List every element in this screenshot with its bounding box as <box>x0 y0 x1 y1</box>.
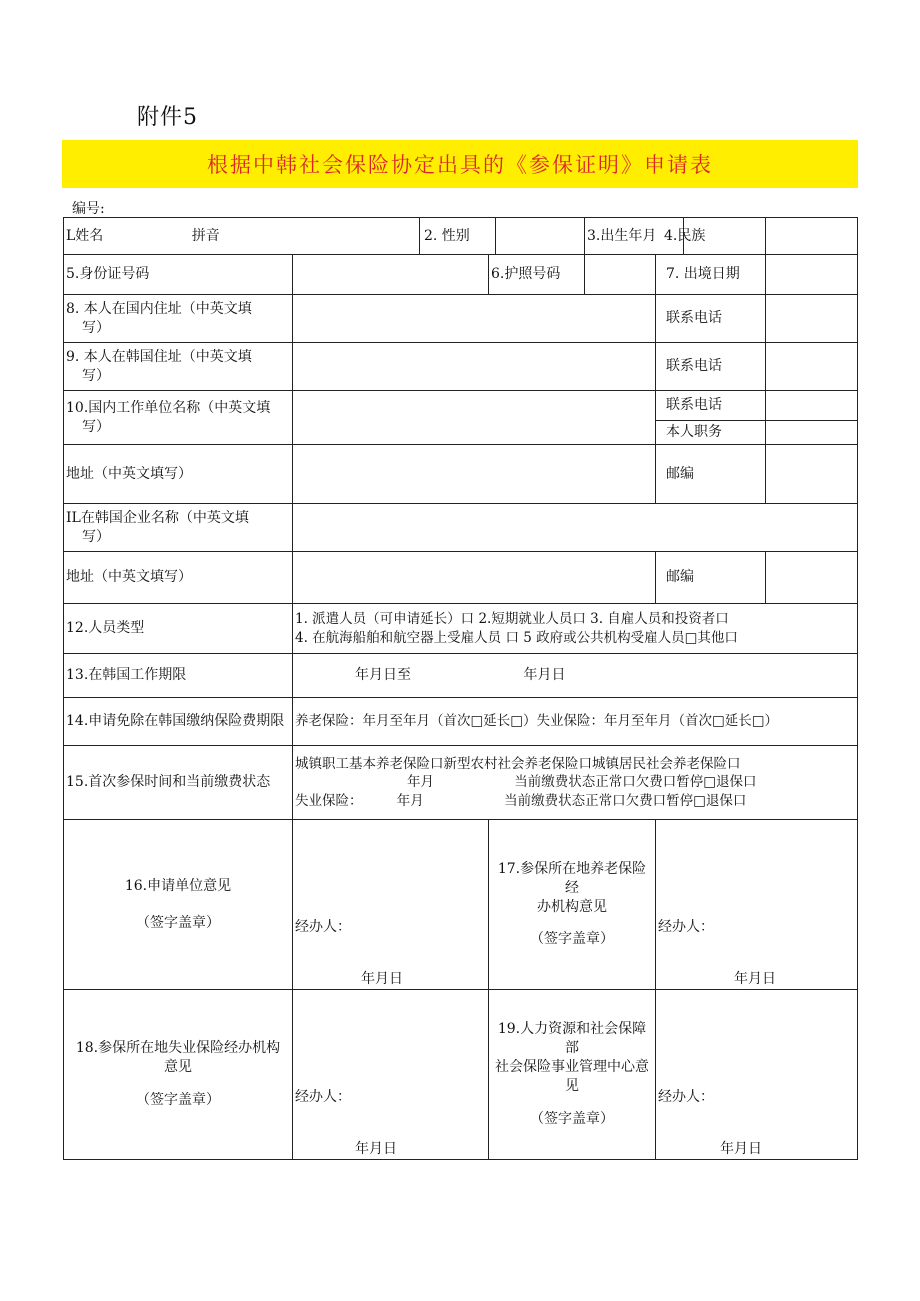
birth-label: 3.出生年月 <box>585 218 684 254</box>
work-period-input[interactable] <box>293 654 858 698</box>
mohrss-center-opinion-label <box>489 990 656 1160</box>
domestic-address-label <box>64 295 293 343</box>
pension-type-line: 城镇职工基本养老保险口新型农村社会养老保险口城镇居民社会养老保险口 <box>295 756 741 773</box>
position-input[interactable] <box>766 421 858 445</box>
title-banner <box>62 140 858 188</box>
pension-agency-signature[interactable] <box>656 820 858 990</box>
applicant-handler-label: 经办人： <box>295 919 351 935</box>
exit-date-input[interactable] <box>766 255 858 295</box>
exit-date-label: 7. 出境日期 <box>656 255 766 295</box>
employer-postcode-label: 邮编 <box>656 445 766 504</box>
row-insurance-status <box>64 746 858 820</box>
unemployment-handler-label: 经办人： <box>295 1089 351 1105</box>
row-basic-info <box>64 218 858 255</box>
unemployment-status: 当前缴费状态正常口欠费口暂停□退保口 <box>504 792 747 809</box>
korea-address-text-2: 写） <box>82 367 110 384</box>
korea-employer-address-input[interactable] <box>293 552 656 604</box>
korea-employer-label <box>64 504 293 552</box>
korea-postcode-input[interactable] <box>766 552 858 604</box>
exemption-period-label: 14.申请免除在韩国缴纳保险费期限 <box>64 698 293 746</box>
korea-phone-input[interactable] <box>766 343 858 391</box>
korea-employer-text-2: 写） <box>82 528 110 545</box>
applicant-unit-opinion-label <box>64 820 293 990</box>
pinyin-label: 拼音 <box>191 227 220 244</box>
ethnicity-input[interactable] <box>766 218 857 254</box>
passport-input[interactable] <box>585 255 656 295</box>
row-domestic-address <box>64 295 858 343</box>
gender-input[interactable] <box>496 218 584 254</box>
employer-postcode-input[interactable] <box>766 445 858 504</box>
personnel-type-options[interactable] <box>293 604 858 654</box>
pension-date: 年月日 <box>734 971 776 987</box>
ethnicity-label: 4.民族 <box>664 227 706 244</box>
unemployment-label: 失业保险： <box>295 792 363 809</box>
row-korea-address <box>64 343 858 391</box>
korea-address-text: 9. 本人在韩国住址（中英文填 <box>66 348 252 365</box>
mohrss-center-title-1: 19.人力资源和社会保障部 <box>497 1021 647 1057</box>
applicant-unit-seal: （签字盖章） <box>136 914 220 931</box>
row-employer-address <box>64 445 858 504</box>
mohrss-date: 年月日 <box>720 1141 762 1157</box>
row-personnel-type <box>64 604 858 654</box>
id-card-input[interactable] <box>293 255 489 295</box>
korea-employer-input[interactable] <box>293 504 858 552</box>
applicant-date: 年月日 <box>361 971 403 987</box>
work-period-label: 13.在韩国工作期限 <box>64 654 293 698</box>
pension-month: 年月 <box>407 774 434 791</box>
row-domestic-employer <box>64 391 858 421</box>
work-period-to: 年月日 <box>523 667 566 684</box>
pension-agency-title-1: 17.参保所在地养老保险经 <box>497 860 647 896</box>
employer-address-label: 地址（中英文填写） <box>64 445 293 504</box>
position-label: 本人职务 <box>656 421 766 445</box>
name-label: L姓名 <box>66 227 104 244</box>
employer-address-input[interactable] <box>293 445 656 504</box>
mohrss-center-signature[interactable] <box>656 990 858 1160</box>
domestic-address-text-2: 写） <box>82 319 110 336</box>
attachment-label: 附件5 <box>137 105 198 130</box>
korea-address-input[interactable] <box>293 343 656 391</box>
row-opinions-2 <box>64 990 858 1160</box>
row-work-period <box>64 654 858 698</box>
ethnicity-cell <box>664 218 858 255</box>
employer-phone-input[interactable] <box>766 391 858 421</box>
row-exemption-period <box>64 698 858 746</box>
pension-agency-seal: （签字盖章） <box>530 931 614 948</box>
pension-agency-opinion-label <box>489 820 656 990</box>
unemployment-agency-title-1: 18.参保所在地失业保险经办机构 <box>75 1040 281 1057</box>
unemployment-agency-signature[interactable] <box>293 990 489 1160</box>
row-documents <box>64 255 858 295</box>
insurance-status-label: 15.首次参保时间和当前缴费状态 <box>64 746 293 820</box>
pension-status-line <box>295 773 855 791</box>
unemployment-date: 年月日 <box>355 1141 397 1157</box>
korea-address-label <box>64 343 293 391</box>
unemployment-agency-opinion-label <box>64 990 293 1160</box>
domestic-employer-text-2: 写） <box>82 418 110 435</box>
row-korea-employer <box>64 504 858 552</box>
mohrss-handler-label: 经办人： <box>658 1089 714 1105</box>
personnel-type-line-1: 1. 派遣人员（可申请延长）口 2.短期就业人员口 3. 自雇人员和投资者口 <box>295 611 729 628</box>
domestic-employer-input[interactable] <box>293 391 656 445</box>
gender-cell <box>420 218 585 255</box>
application-form-table <box>63 217 858 1160</box>
serial-number-label: 编号: <box>72 201 105 217</box>
domestic-address-input[interactable] <box>293 295 656 343</box>
unemployment-month: 年月 <box>396 792 424 809</box>
personnel-type-label: 12.人员类型 <box>64 604 293 654</box>
applicant-unit-signature[interactable] <box>293 820 489 990</box>
domestic-phone-input[interactable] <box>766 295 858 343</box>
unemployment-agency-title-2: 意见 <box>164 1059 192 1076</box>
domestic-address-text: 8. 本人在国内住址（中英文填 <box>66 300 252 317</box>
korea-postcode-label: 邮编 <box>656 552 766 604</box>
domestic-employer-text: 10.国内工作单位名称（中英文填 <box>66 399 271 416</box>
employer-phone-label: 联系电话 <box>656 391 766 421</box>
exemption-period-options[interactable]: 养老保险：年月至年月（首次□延长□）失业保险：年月至年月（首次□延长□） <box>293 698 858 746</box>
insurance-status-options[interactable] <box>293 746 858 820</box>
work-period-from: 年月日至 <box>355 667 411 684</box>
gender-label: 2. 性别 <box>420 218 496 254</box>
applicant-unit-title: 16.申请单位意见 <box>124 877 232 894</box>
unemployment-agency-seal: （签字盖章） <box>136 1091 220 1108</box>
mohrss-center-seal: （签字盖章） <box>530 1110 614 1127</box>
form-title: 根据中韩社会保险协定出具的《参保证明》申请表 <box>207 153 713 177</box>
domestic-phone-label: 联系电话 <box>656 295 766 343</box>
name-cell[interactable] <box>64 218 420 255</box>
pension-handler-label: 经办人： <box>658 919 714 935</box>
domestic-employer-label <box>64 391 293 445</box>
personnel-type-line-2: 4. 在航海船舶和航空器上受雇人员 口 5 政府或公共机构受雇人员□其他口 <box>295 629 738 646</box>
korea-employer-address-label: 地址（中英文填写） <box>64 552 293 604</box>
id-card-label: 5.身份证号码 <box>64 255 293 295</box>
korea-employer-text: IL在韩国企业名称（中英文填 <box>66 509 249 526</box>
pension-agency-title-2: 办机构意见 <box>537 898 607 915</box>
pension-status: 当前缴费状态正常口欠费口暂停□退保口 <box>514 774 757 791</box>
unemployment-status-line <box>295 792 855 810</box>
passport-label: 6.护照号码 <box>489 255 585 295</box>
row-opinions-1 <box>64 820 858 990</box>
row-korea-employer-address <box>64 552 858 604</box>
mohrss-center-title-2: 社会保险事业管理中心意见 <box>495 1059 649 1094</box>
korea-phone-label: 联系电话 <box>656 343 766 391</box>
